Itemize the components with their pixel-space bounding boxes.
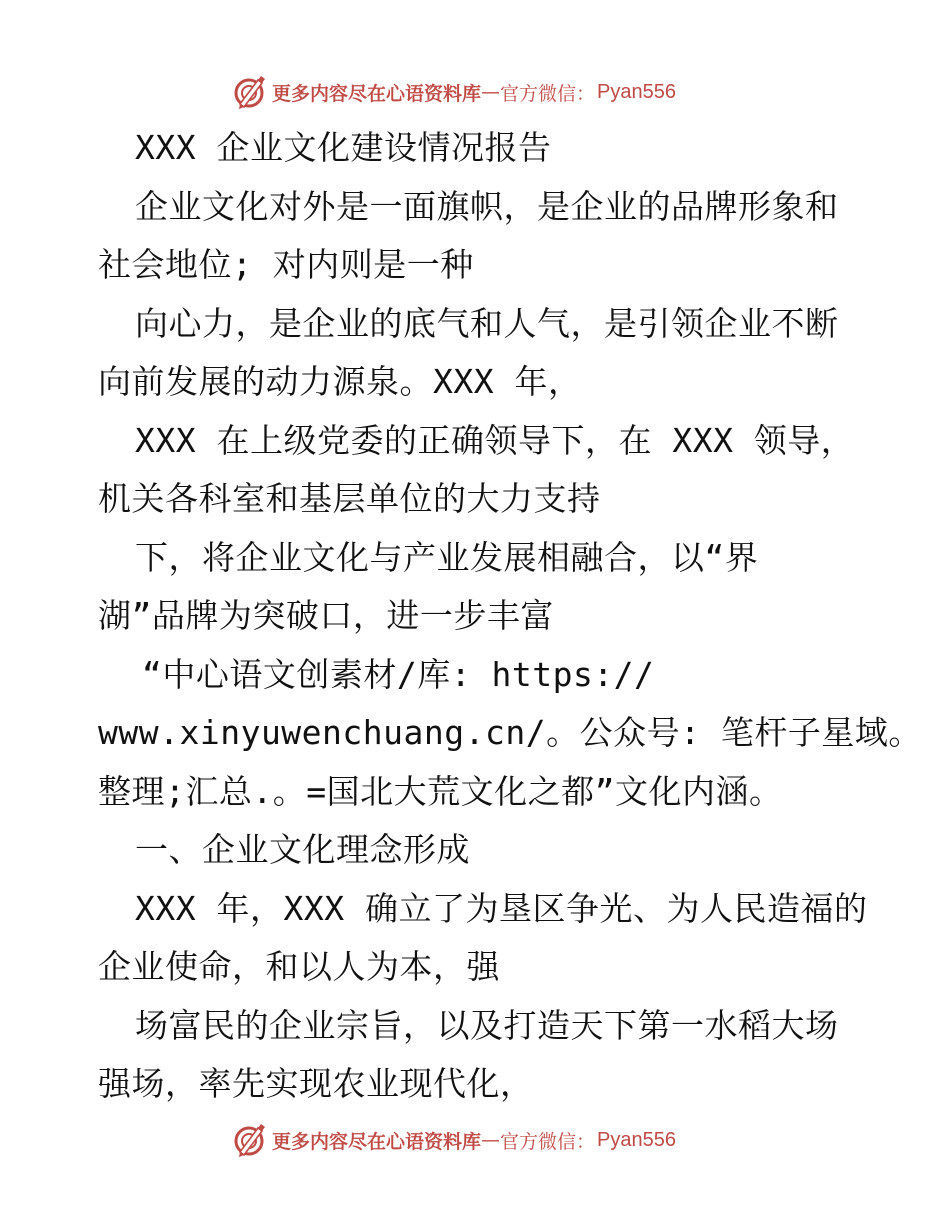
text-line: 向心力，是企业的底气和人气，是引领企业不断 (135, 303, 839, 343)
text-line: XXX 年，XXX 确立了为垦区争光、为人民造福的 (135, 888, 868, 928)
pen-logo-icon (232, 1122, 268, 1158)
banner-separator: — (481, 81, 501, 103)
text-line: 湖”品牌为突破口，进一步丰富 (98, 596, 554, 635)
section-heading: 一、企业文化理念形成 (135, 830, 470, 869)
header-banner[interactable] (232, 72, 752, 112)
banner-separator: — (481, 1129, 501, 1151)
banner-wechat-id: Pyan556 (597, 1128, 676, 1151)
document-title: XXX 企业文化建设情况报告 (135, 128, 552, 167)
text-line: 向前发展的动力源泉。XXX 年， (98, 362, 582, 401)
banner-wechat-label: 官方微信： (500, 1130, 596, 1153)
banner-wechat-id: Pyan556 (597, 80, 676, 103)
banner-main-text: 更多内容尽在心语资料库 (272, 82, 482, 105)
banner-wechat-label: 官方微信： (500, 82, 596, 105)
text-line: 整理;汇总.。=国北大荒文化之都”文化内涵。 (98, 771, 783, 811)
text-line: 企业文化对外是一面旗帜，是企业的品牌形象和 (135, 186, 839, 226)
text-line-url: www.xinyuwenchuang.cn/。公众号: 笔杆子星域。 (98, 713, 922, 752)
text-line: 社会地位; 对内则是一种 (98, 245, 474, 284)
text-line: 企业使命，和以人为本，强 (98, 947, 500, 986)
text-line: XXX 在上级党委的正确领导下，在 XXX 领导， (135, 420, 855, 460)
text-line-link: “中心语文创素材/库: https:// (142, 654, 655, 694)
banner-main-text: 更多内容尽在心语资料库 (272, 1130, 482, 1153)
text-line: 强场，率先实现农业现代化， (98, 1064, 534, 1103)
document-body (98, 119, 922, 1114)
text-line: 场富民的企业宗旨，以及打造天下第一水稻大场 (135, 1005, 839, 1045)
pen-logo-icon (232, 74, 268, 110)
text-line: 下，将企业文化与产业发展相融合，以“界 (135, 537, 759, 577)
text-line: 机关各科室和基层单位的大力支持 (98, 479, 601, 518)
footer-banner[interactable] (232, 1120, 752, 1160)
